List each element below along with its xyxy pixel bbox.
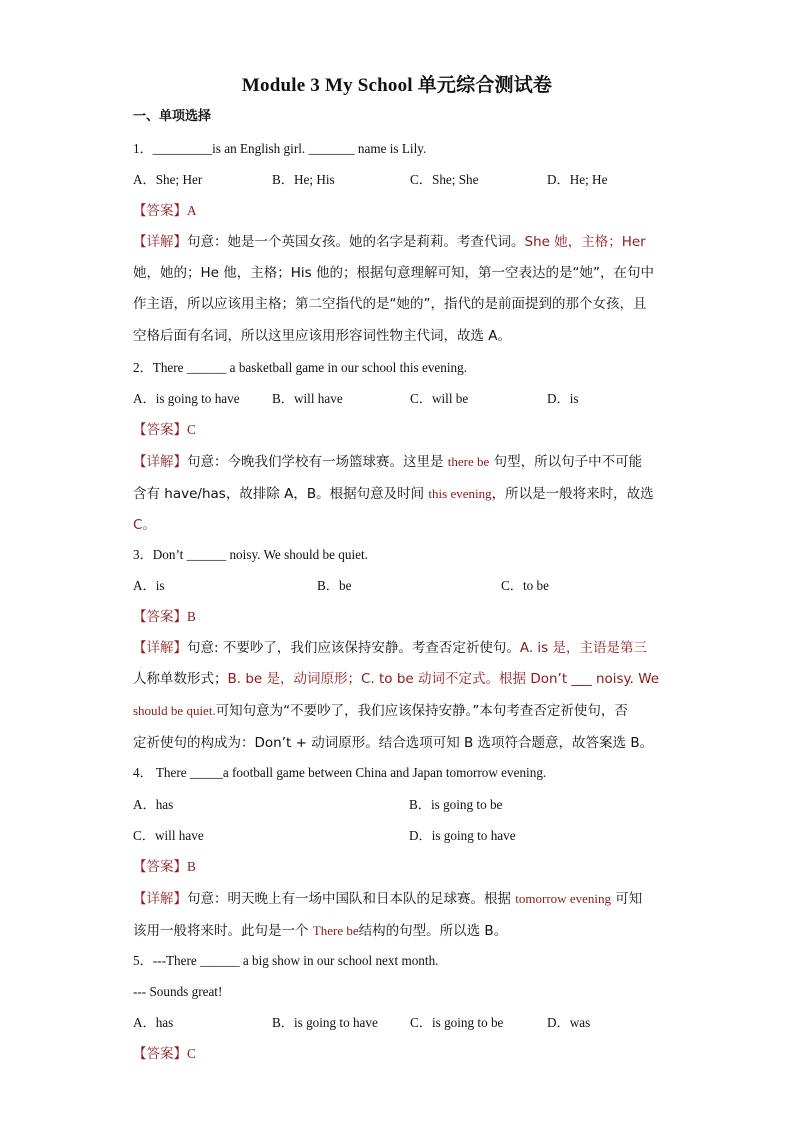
q2-option-d[interactable]: D．is	[547, 391, 579, 406]
q3-detail: 【详解】句意: 不要吵了，我们应该保持安静。考查否定祈使句。A. is 是，主语是第三 人称单数形式；B. be 是，动词原形；C. to be 动词不定式。根据 Don’t ___ noisy. We should be quiet.可知句意为“不要吵了，我们应该保持安静。”本句考查否定祈使句，否 定祈使句的构成为：Don’t + 动词原形。结合选项可知 B 选项符合题意，故答案选 B。	[133, 640, 660, 751]
q5-stem: 5．---There ______ a big show in our school next month.	[133, 953, 439, 968]
q3-option-c[interactable]: C．to be	[501, 578, 549, 593]
q4-option-c[interactable]: C．will have	[133, 828, 204, 843]
q5-answer-value: C	[187, 1046, 196, 1061]
q4-detail: 【详解】句意：明天晚上有一场中国队和日本队的足球赛。根据 tomorrow evening 可知 该用一般将来时。此句是一个 There be结构的句型。所以选 B。	[133, 891, 643, 940]
q3-answer-value: B	[187, 609, 196, 624]
q5-option-d[interactable]: D．was	[547, 1015, 591, 1030]
q3-answer: 【答案】B	[133, 609, 196, 625]
q3-option-a[interactable]: A．is	[133, 578, 165, 593]
q2-option-b[interactable]: B．will have	[272, 391, 343, 406]
q4-answer: 【答案】B	[133, 859, 196, 875]
page-title: Module 3 My School 单元综合测试卷	[241, 75, 553, 96]
q1-option-c[interactable]: C．She; She	[410, 172, 479, 187]
q5-option-b[interactable]: B．is going to have	[272, 1015, 378, 1030]
q2-stem: 2．There ______ a basketball game in our school this evening.	[133, 360, 468, 375]
section-heading: 一、单项选择	[133, 109, 212, 124]
q1-option-a[interactable]: A．She; Her	[133, 172, 203, 187]
q2-option-c[interactable]: C．will be	[410, 391, 469, 406]
q2-answer-value: C	[187, 422, 196, 437]
q3-option-b[interactable]: B．be	[317, 578, 352, 593]
q4-stem: 4． There _____a football game between China and Japan tomorrow evening.	[133, 765, 547, 780]
q1-stem: 1．_________is an English girl. _______ name is Lily.	[133, 141, 427, 156]
q1-option-d[interactable]: D．He; He	[547, 172, 608, 187]
q1-option-b[interactable]: B．He; His	[272, 172, 335, 187]
q1-detail: 【详解】句意：她是一个英国女孩。她的名字是莉莉。考查代词。She 她，主格；Her 她，她的；He 他，主格；His 他的；根据句意理解可知，第一空表达的是“她”，在句中 作主语，所以应该用主格；第二空指代的是“她的”，指代的是前面提到的那个女孩，且 空格后面有名词，所以这里应该用形容词性物主代词，故选 A。	[133, 234, 654, 344]
q5-option-c[interactable]: C．is going to be	[410, 1015, 504, 1030]
q5-option-a[interactable]: A．has	[133, 1015, 174, 1030]
answer-label: 【答案】	[133, 203, 187, 219]
q2-answer: 【答案】C	[133, 422, 196, 438]
q2-option-a[interactable]: A．is going to have	[133, 391, 240, 406]
q1-answer-value: A	[187, 203, 197, 218]
q2-detail: 【详解】句意：今晚我们学校有一场篮球赛。这里是 there be 句型，所以句子中不可能 含有 have/has，故排除 A，B。根据句意及时间 this evening，所以是一般将来时，故选 C。	[133, 454, 654, 534]
q1-answer	[133, 201, 673, 221]
q5-answer: 【答案】C	[133, 1046, 196, 1062]
q4-option-b[interactable]: B．is going to be	[409, 797, 503, 812]
q4-option-a[interactable]: A．has	[133, 797, 174, 812]
q4-option-d[interactable]: D．is going to have	[409, 828, 516, 843]
detail-label: 【详解】	[133, 234, 187, 250]
q4-answer-value: B	[187, 859, 196, 874]
q3-stem: 3．Don’t ______ noisy. We should be quiet.	[133, 547, 368, 562]
q5-reply: --- Sounds great!	[133, 984, 223, 999]
